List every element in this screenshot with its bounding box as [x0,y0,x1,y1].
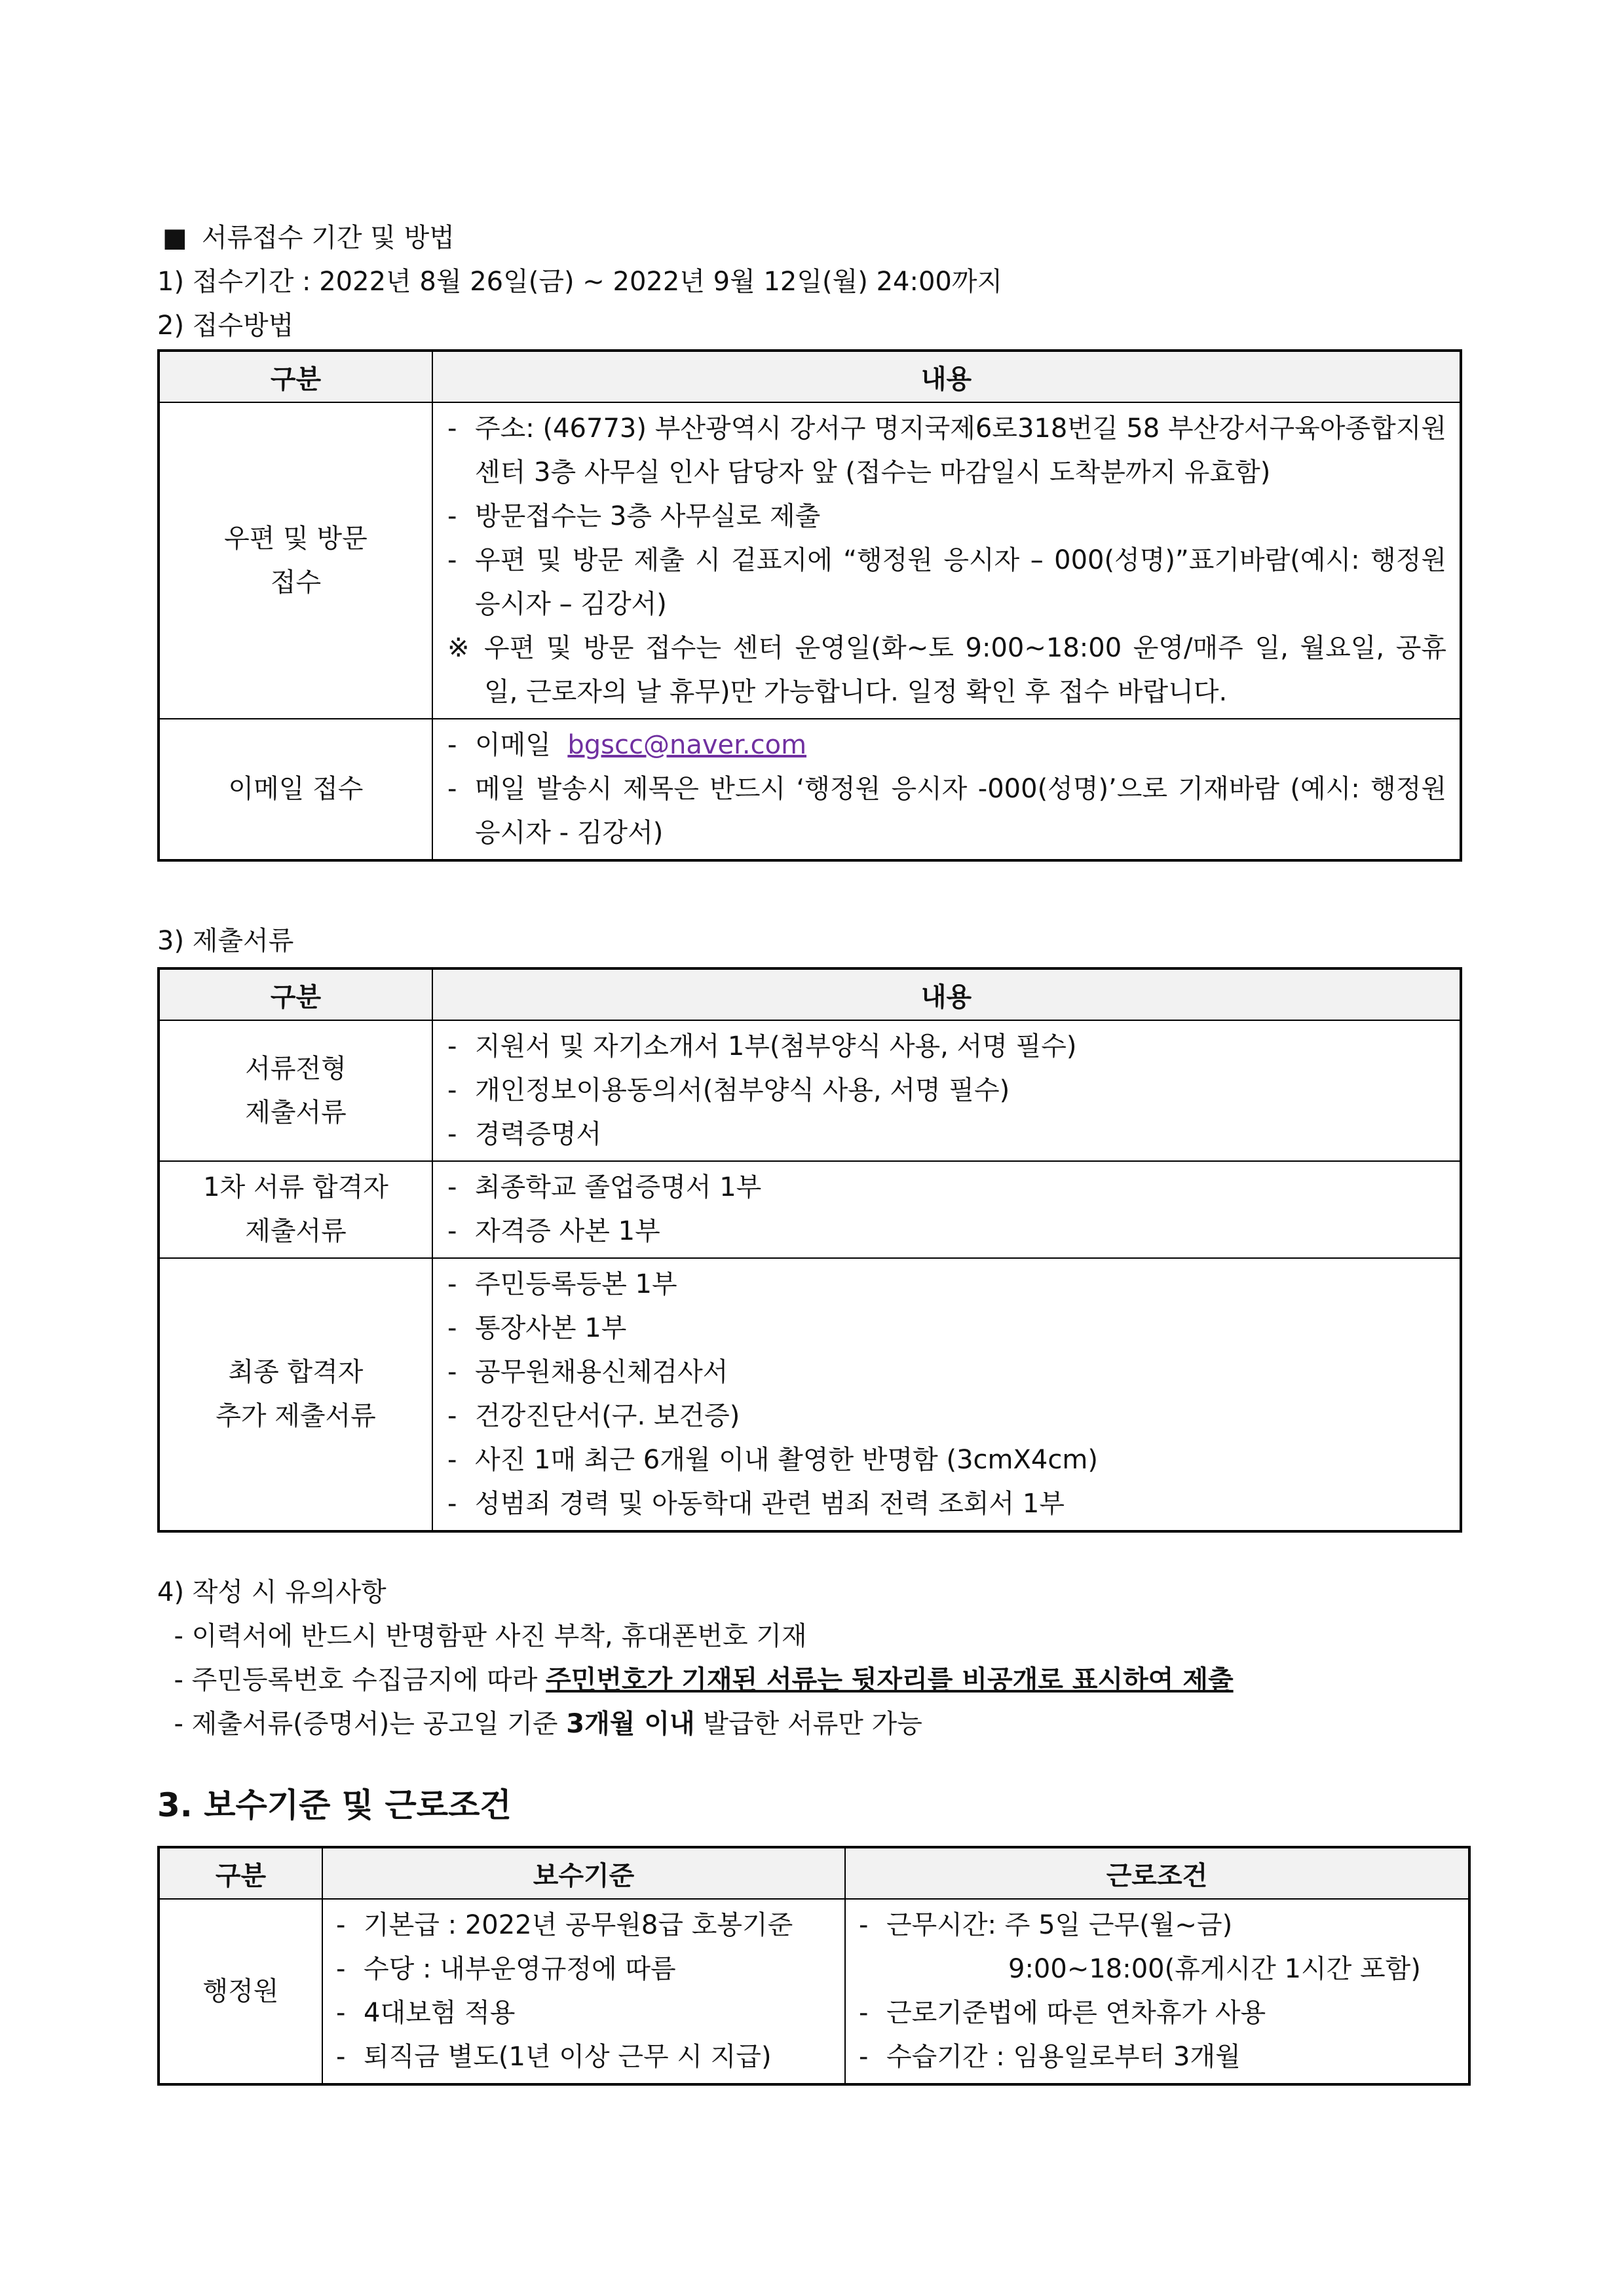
header-content: 내용 [432,968,1461,1020]
row-content [432,719,1461,860]
row-category: 1차 서류 합격자 제출서류 [159,1161,432,1258]
list-item: - 최종학교 졸업증명서 1부 [447,1172,762,1202]
list-item: - 주소: (46773) 부산광역시 강서구 명지국제6로318번길 58 부산강서구육아종합지원센터 3층 사무실 인사 담당자 앞 (접수는 마감일시 도착분까지 유효함) [447,413,1446,488]
list-item: - 개인정보이용동의서(첨부양식 사용, 서명 필수) [447,1075,1010,1105]
row-category: 행정원 [159,1899,322,2084]
list-item: - 우편 및 방문 제출 시 겉표지에 “행정원 응시자 – 000(성명)”표기바람(예시: 행정원 응시자 – 김강서) [447,545,1446,619]
row-content [432,1258,1461,1531]
notes-label: 4) 작성 시 유의사항 [157,1577,387,1607]
row-content [432,402,1461,719]
list-item: - 기본급 : 2022년 공무원8급 호봉기준 [336,1910,793,1940]
list-item: - 주민등록등본 1부 [447,1269,677,1299]
list-item: - 메일 발송시 제목은 반드시 ‘행정원 응시자 -000(성명)’으로 기재바람 (예시: 행정원 응시자 - 김강서) [447,774,1446,848]
square-bullet-icon: ■ [162,223,187,253]
list-item: - 방문접수는 3층 사무실로 제출 [447,501,821,531]
emphasis-text: 주민번호가 기재된 서류는 뒷자리를 비공개로 표시하여 제출 [546,1665,1234,1695]
list-item: - 사진 1매 최근 6개월 이내 촬영한 반명함 (3cmX4cm) [447,1445,1098,1475]
section-title: 3. 보수기준 및 근로조건 [157,1786,512,1824]
list-item: - 이메일 bgscc@naver.com [447,730,807,760]
list-item: - 경력증명서 [447,1119,602,1149]
list-item: - 성범죄 경력 및 아동학대 관련 범죄 전력 조회서 1부 [447,1489,1065,1519]
note-item: ※ 우편 및 방문 접수는 센터 운영일(화~토 9:00~18:00 운영/매주 일, 월요일, 공휴일, 근로자의 날 휴무)만 가능합니다. 일정 확인 후 접수 바랍니다. [447,626,1446,714]
email-link[interactable]: bgscc@naver.com [567,730,807,760]
pay-content [322,1899,845,2084]
note-line: - 주민등록번호 수집금지에 따라 주민번호가 기재된 서류는 뒷자리를 비공개로 표시하여 제출 [174,1665,1234,1695]
pay-table [157,1846,1471,2086]
docs-label: 3) 제출서류 [157,926,294,956]
header-category: 구분 [159,351,432,402]
header-content: 내용 [432,351,1461,402]
list-item: - 공무원채용신체검사서 [447,1357,728,1387]
row-category: 이메일 접수 [159,719,432,860]
list-item: - 수습기간 : 임용일로부터 3개월 [859,2042,1241,2072]
list-item: - 건강진단서(구. 보건증) [447,1401,740,1431]
document-page [157,216,1467,2086]
note-line: - 이력서에 반드시 반명함판 사진 부착, 휴대폰번호 기재 [174,1621,807,1651]
row-content [432,1020,1461,1161]
row-content [432,1161,1461,1258]
list-item: - 4대보험 적용 [336,1998,516,2028]
reference-mark-icon: ※ [447,633,470,663]
row-category: 최종 합격자 추가 제출서류 [159,1258,432,1531]
work-hours: 9:00~18:00(휴게시간 1시간 포함) [1008,1954,1421,1984]
header-pay: 보수기준 [322,1847,845,1899]
list-item: - 수당 : 내부운영규정에 따름 [336,1954,676,1984]
list-item: - 통장사본 1부 [447,1313,627,1343]
row-category: 서류전형 제출서류 [159,1020,432,1161]
docs-table [157,967,1462,1533]
method-label: 2) 접수방법 [157,311,294,341]
header-work: 근로조건 [845,1847,1469,1899]
emphasis-text: 3개월 이내 [566,1709,695,1739]
header-category: 구분 [159,968,432,1020]
list-item: - 근무시간: 주 5일 근무(월~금) [859,1910,1233,1940]
list-item: - 퇴직금 별도(1년 이상 근무 시 지급) [336,2042,772,2072]
period-line: 1) 접수기간 : 2022년 8월 26일(금) ~ 2022년 9월 12일(월) 24:00까지 [157,267,1003,297]
section-heading: ■ 서류접수 기간 및 방법 [157,216,1467,260]
row-category: 우편 및 방문 접수 [159,402,432,719]
header-category: 구분 [159,1847,322,1899]
list-item: - 지원서 및 자기소개서 1부(첨부양식 사용, 서명 필수) [447,1031,1077,1062]
list-item: - 자격증 사본 1부 [447,1216,660,1246]
list-item: - 근로기준법에 따른 연차휴가 사용 [859,1998,1266,2028]
work-content [845,1899,1469,2084]
method-table [157,349,1462,862]
note-line: - 제출서류(증명서)는 공고일 기준 3개월 이내 발급한 서류만 가능 [174,1709,922,1739]
